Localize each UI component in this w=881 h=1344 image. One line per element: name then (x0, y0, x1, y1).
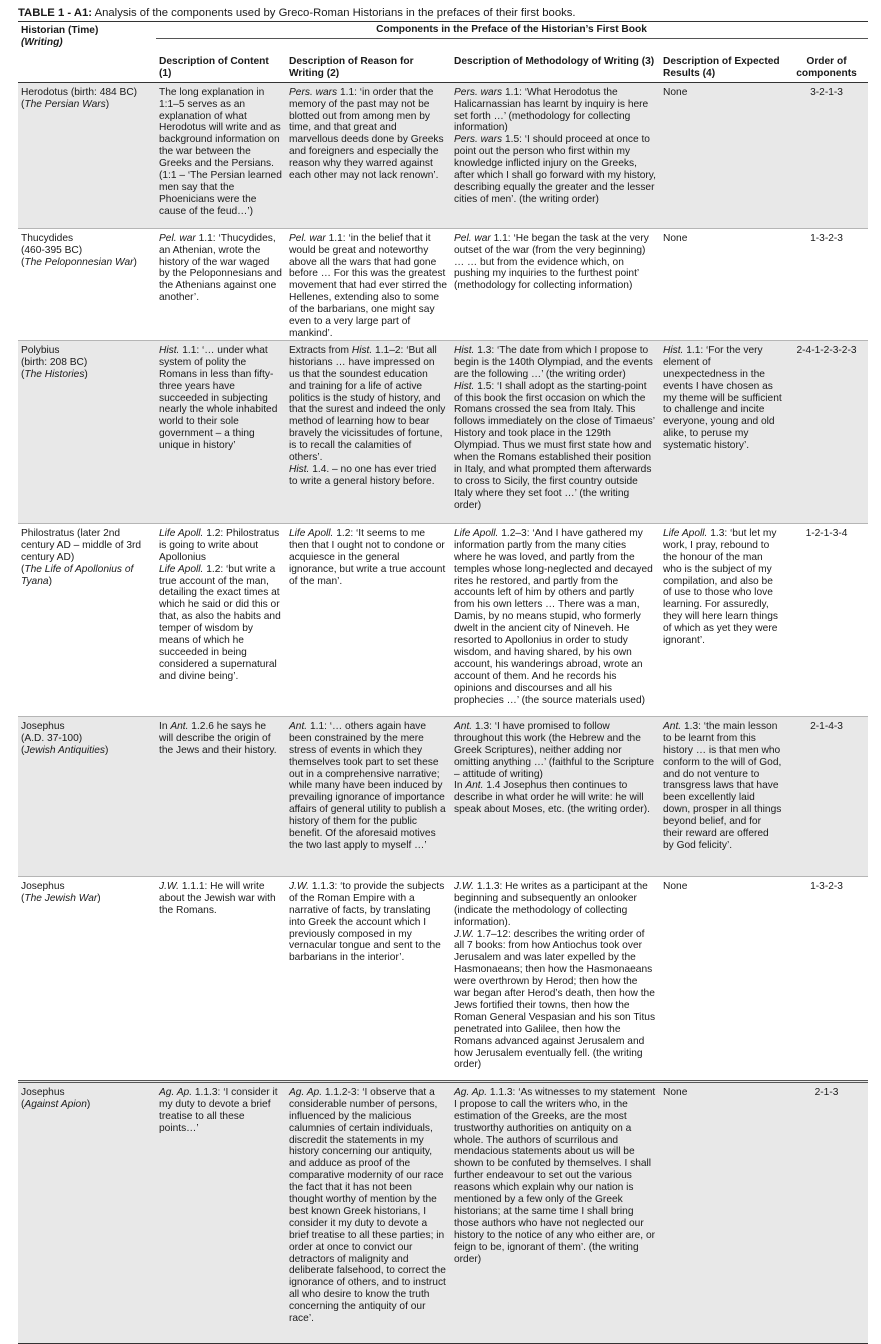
method-cell: J.W. 1.1.3: He writes as a participant at the beginning and subsequently an onlooker (indicate the methodology of collecting information). J.W. 1.7–12: describes the writing order of all 7 books: from how Antiochus took over Jerusalem and was later expelled by the Hasmonaeans; then how the Hasmonaeans were overthrown by Herod; then how the war began after Herod’s death, then how the Jews fortified their towns, then how the Roman General Vespasian and his son Titus penetrated into Galilee, then how the Romans advanced against Jerusalem and how Jerusalem eventually fell. (the writing order) (451, 876, 660, 1081)
writing-title: The Peloponnesian War (24, 256, 134, 268)
header-writing-label: (Writing) (21, 36, 63, 48)
writing-title: Jewish Antiquities (24, 744, 106, 756)
results-cell: None (660, 82, 786, 228)
table-row-josephus-apion (18, 1081, 868, 1343)
table-row-josephus-antiquities (18, 716, 868, 876)
historian-cell: Josephus (A.D. 37-100) (Jewish Antiquities) (18, 716, 156, 876)
content-cell: The long explanation in 1:1–5 serves as an explanation of what Herodotus will write and as background information on the war between the Greeks and the Persians. (1:1 – ‘The Persian learned men say that the Phoenicians were the cause of the feud…’) (156, 82, 286, 228)
reason-cell: Pel. war 1.1: ‘in the belief that it would be great and noteworthy above all the wars that had gone before … For this was the greatest movement that had ever stirred the Hellenes, extending also to some of the barbarians, one might say even to a very large part of mankind’. (286, 228, 451, 340)
historian-name: Josephus (21, 1086, 65, 1098)
header-results: Description of Expected Results (4) (660, 38, 786, 82)
order-cell: 1-2-1-3-4 (786, 523, 868, 716)
historian-name: Herodotus (birth: 484 BC) (21, 86, 138, 98)
header-order: Order of components (786, 38, 868, 82)
order-cell: 2-1-3 (786, 1081, 868, 1343)
historian-name: Polybius (birth: 208 BC) (21, 344, 88, 368)
header-group-title: Components in the Preface of the Historian’s First Book (156, 22, 868, 39)
historian-cell: Herodotus (birth: 484 BC) (The Persian Wars) (18, 82, 156, 228)
order-cell: 3-2-1-3 (786, 82, 868, 228)
header-method: Description of Methodology of Writing (3) (451, 38, 660, 82)
method-cell: Ant. 1.3: ‘I have promised to follow throughout this work (the Hebrew and the Greek Scriptures), neither adding nor omitting anything …’ (faithful to the Scripture – attitude of writing) In Ant. 1.4 Josephus then continues to describe in what order he will write: he will speak about Moses, etc. (the writing order). (451, 716, 660, 876)
results-cell: Ant. 1.3: ‘the main lesson to be learnt from this history … is that men who conform to the will of God, and do not venture to transgress laws that have been excellently laid down, prosper in all things beyond belief, and for their reward are offered by God felicity’. (660, 716, 786, 876)
order-cell: 1-3-2-3 (786, 876, 868, 1081)
caption-label: TABLE 1 - A1: (18, 7, 93, 19)
historian-name: Philostratus (later 2nd century AD – middle of 3rd century AD) (21, 527, 142, 563)
content-cell: J.W. 1.1.1: He will write about the Jewish war with the Romans. (156, 876, 286, 1081)
historian-name: Josephus (A.D. 37-100) (21, 720, 83, 744)
reason-cell: Extracts from Hist. 1.1–2: ‘But all historians … have impressed on us that the soundest education and training for a life of active politics is the study of history, and that the surest and indeed the only method of learning how to bear bravely the vicissitudes of fortune, is to recall the calamities of others’. Hist. 1.4. – no one has ever tried to write a general history before. (286, 340, 451, 523)
results-cell: None (660, 876, 786, 1081)
results-cell: None (660, 228, 786, 340)
writing-title: Against Apion (24, 1098, 87, 1110)
historian-name: Josephus (21, 880, 65, 892)
table-row-philostratus (18, 523, 868, 716)
results-cell: Hist. 1.1: ‘For the very element of unexpectedness in the events I have chosen as my theme will be sufficient to challenge and incite everyone, young and old alike, to peruse my systematic history’. (660, 340, 786, 523)
historian-name: Thucydides (460-395 BC) (21, 232, 83, 256)
content-cell: Pel. war 1.1: ‘Thucydides, an Athenian, wrote the history of the war waged by the Peloponnesians and the Athenians against one another’. (156, 228, 286, 340)
historian-cell: Philostratus (later 2nd century AD – middle of 3rd century AD) (The Life of Apollonius of Tyana) (18, 523, 156, 716)
results-cell: None (660, 1081, 786, 1343)
reason-cell: Life Apoll. 1.2: ‘It seems to me then that I ought not to condone or acquiesce in the general ignorance, but write a true account of the man’. (286, 523, 451, 716)
table-row-josephus-war (18, 876, 868, 1081)
header-row-group (18, 22, 868, 39)
content-cell: Life Apoll. 1.2: Philostratus is going to write about Apollonius Life Apoll. 1.2: ‘but write a true account of the man, detailing the exact times at which he said or did this or that, as also the habits and temper of wisdom by means of which he succeeded in being considered a supernatural and divine being’. (156, 523, 286, 716)
method-cell: Pel. war 1.1: ‘He began the task at the very outset of the war (from the very beginning) … … but from the evidence which, on pushing my inquiries to the furthest point’ (methodology for collecting information) (451, 228, 660, 340)
method-cell: Pers. wars 1.1: ‘What Herodotus the Halicarnassian has learnt by inquiry is here set forth …’ (methodology for collecting information) Pers. wars 1.5: ‘I should proceed at once to point out the person who first within my knowledge inflicted injury on the Greeks, after which I shall go forward with my history, describing equally the greater and the lesser cities of men’. (the writing order) (451, 82, 660, 228)
table-row-thucydides (18, 228, 868, 340)
method-cell: Ag. Ap. 1.1.3: ‘As witnesses to my statement I propose to call the writers who, in the estimation of the Greeks, are the most trustworthy authorities on antiquity on a whole. The authors of scurrilous and mendacious statements about us will be shown to be confuted by themselves. I shall further endeavour to set out the various reasons which explain why our nation is mentioned by a few only of the Greek historians; at the same time I shall bring those authors who have not neglected our history to the notice of any who either are, or feign to be, ignorant of them’. (the writing order) (451, 1081, 660, 1343)
writing-title: The Persian Wars (24, 98, 106, 110)
historian-cell: Josephus (Against Apion) (18, 1081, 156, 1343)
components-table (18, 21, 868, 1344)
order-cell: 2-4-1-2-3-2-3 (786, 340, 868, 523)
caption-text: Analysis of the components used by Greco-Roman Historians in the prefaces of their first books. (92, 7, 576, 19)
table-caption (18, 6, 868, 20)
writing-title: The Life of Apollonius of Tyana (21, 563, 134, 587)
writing-title: The Jewish War (24, 892, 98, 904)
content-cell: Hist. 1.1: ‘… under what system of polity the Romans in less than fifty-three years have succeeded in subjecting nearly the whole inhabited world to their sole government – a thing unique in history’ (156, 340, 286, 523)
reason-cell: Pers. wars 1.1: ‘in order that the memory of the past may not be blotted out from among men by time, and that great and marvellous deeds done by Greeks and foreigners and especially the reason why they warred against each other may not lack renown’. (286, 82, 451, 228)
content-cell: In Ant. 1.2.6 he says he will describe the origin of the Jews and their history. (156, 716, 286, 876)
header-historian-label: Historian (Time) (21, 25, 99, 36)
historian-cell: Josephus (The Jewish War) (18, 876, 156, 1081)
table-row-polybius (18, 340, 868, 523)
writing-title: The Histories (24, 368, 85, 380)
order-cell: 2-1-4-3 (786, 716, 868, 876)
reason-cell: Ag. Ap. 1.1.2-3: ‘I observe that a considerable number of persons, influenced by the malicious calumnies of certain individuals, discredit the statements in my history concerning our antiquity, and adduce as proof of the comparative modernity of our race the fact that it has not been thought worthy of mention by the best known Greek historians, I consider it my duty to devote a brief treatise to all these parties; in order at once to convict our detractors of malignity and deliberate falsehood, to correct the ignorance of others, and to instruct all who desire to know the truth concerning the antiquity of our race’. (286, 1081, 451, 1343)
header-historian (18, 22, 156, 83)
order-cell: 1-3-2-3 (786, 228, 868, 340)
historian-cell: Polybius (birth: 208 BC) (The Histories) (18, 340, 156, 523)
header-content: Description of Content (1) (156, 38, 286, 82)
reason-cell: J.W. 1.1.3: ‘to provide the subjects of the Roman Empire with a narrative of facts, by translating into Greek the account which I previously composed in my vernacular tongue and sent to the barbarians in the interior’. (286, 876, 451, 1081)
reason-cell: Ant. 1.1: ‘… others again have been constrained by the mere stress of events in which they themselves took part to set these out in a comprehensive narrative; while many have been induced by prevailing ignorance of importance affairs of general utility to publish a history of them for the public benefit. Of the aforesaid motives the two last apply to myself …’ (286, 716, 451, 876)
method-cell: Hist. 1.3: ‘The date from which I propose to begin is the 140th Olympiad, and the events are the following …’ (the writing order) Hist. 1.5: ‘I shall adopt as the starting-point of this book the first occasion on which the Romans crossed the sea from Italy. This follows immediately on the close of Timaeus’ History and took place in the 129th Olympiad. Thus we must first state how and when the Romans established their position in Italy, and what prompted them afterwards to cross to Sicily, the first country outside Italy where they set foot …’ (the writing order) (451, 340, 660, 523)
historian-cell: Thucydides (460-395 BC) (The Peloponnesian War) (18, 228, 156, 340)
content-cell: Ag. Ap. 1.1.3: ‘I consider it my duty to devote a brief treatise to all these points…’ (156, 1081, 286, 1343)
table-row-herodotus (18, 82, 868, 228)
header-reason: Description of Reason for Writing (2) (286, 38, 451, 82)
method-cell: Life Apoll. 1.2–3: ‘And I have gathered my information partly from the many cities where he was loved, and partly from the temples whose long-neglected and decayed rites he restored, and partly from the accounts left of him by others and partly from his own letters … There was a man, Damis, by no means stupid, who formerly dwelt in the ancient city of Nineveh. He resorted to Apollonius in order to study wisdom, and having shared, by his own account, his wanderings abroad, wrote an account of them. And he records his opinions and discourses and all his prophecies …’ (the source materials used) (451, 523, 660, 716)
results-cell: Life Apoll. 1.3: ‘but let my work, I pray, rebound to the honour of the man who is the subject of my compilation, and also be of use to those who love learning. For assuredly, they will here learn things of which as yet they were ignorant’. (660, 523, 786, 716)
